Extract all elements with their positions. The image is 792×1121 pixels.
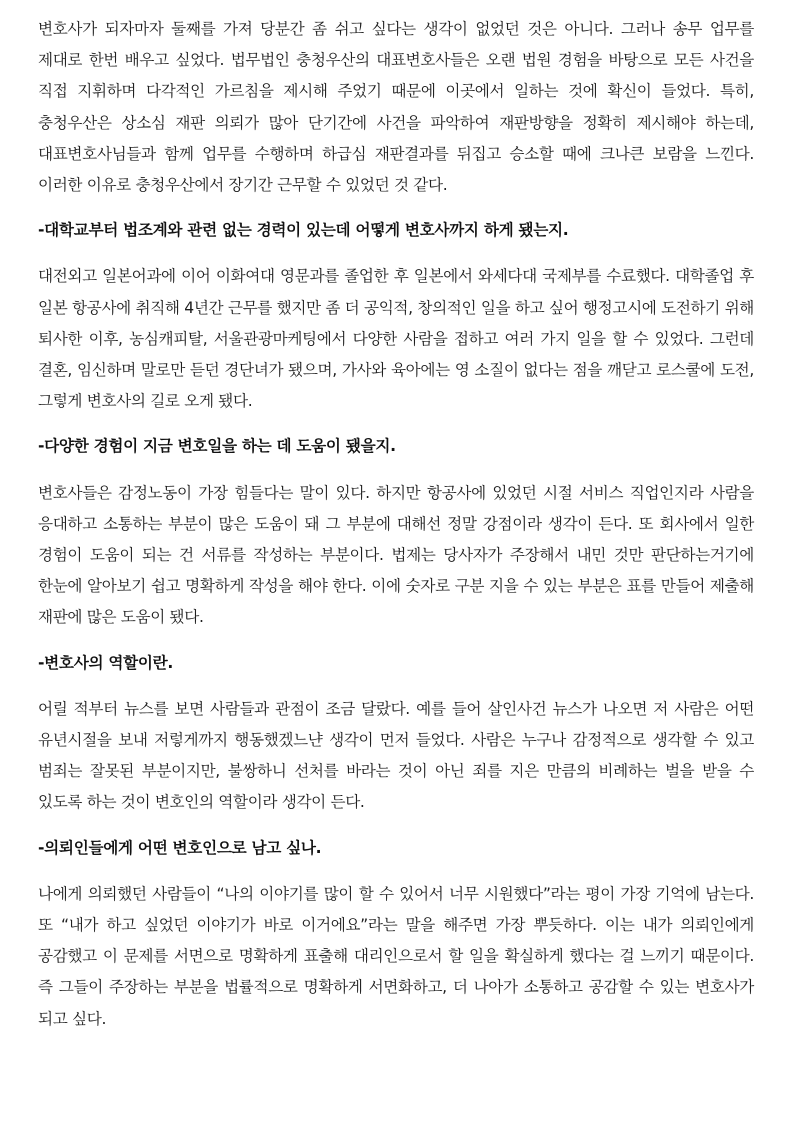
article-body	[38, 14, 754, 1035]
answer-paragraph-clients: 나에게 의뢰했던 사람들이 “나의 이야기를 많이 할 수 있어서 너무 시원했다”라는 평이 가장 기억에 남는다. 또 “내가 하고 싶었던 이야기가 바로 이거에요”라는 말을 해주면 가장 뿌듯하다. 이는 내가 의뢰인에게 공감했고 이 문제를 서면으로 명확하게 표출해 대리인으로서 할 일을 확실하게 했다는 걸 느끼기 때문이다. 즉 그들이 주장하는 부분을 법률적으로 명확하게 서면화하고, 더 나아가 소통하고 공감할 수 있는 변호사가 되고 싶다.	[38, 884, 754, 1028]
intro-paragraph: 변호사가 되자마자 둘째를 가져 당분간 좀 쉬고 싶다는 생각이 없었던 것은 아니다. 그러나 송무 업무를 제대로 한번 배우고 싶었다. 법무법인 충청우산의 대표변호사들은 오랜 법원 경험을 바탕으로 모든 사건을 직접 지휘하며 다각적인 가르침을 제시해 주었기 때문에 이곳에서 일하는 것에 확신이 들었다. 특히, 충청우산은 상소심 재판 의뢰가 많아 단기간에 사건을 파악하여 재판방향을 정확히 제시해야 하는데, 대표변호사님들과 함께 업무를 수행하며 하급심 재판결과를 뒤집고 승소할 때에 크나큰 보람을 느낀다. 이러한 이유로 충청우산에서 장기간 근무할 수 있었던 것 같다.	[38, 20, 754, 195]
answer-paragraph-experience: 변호사들은 감정노동이 가장 힘들다는 말이 있다. 하지만 항공사에 있었던 시절 서비스 직업인지라 사람을 응대하고 소통하는 부분이 많은 도움이 돼 그 부분에 대해선 정말 강점이라 생각이 든다. 또 회사에서 일한 경험이 도움이 되는 건 서류를 작성하는 부분이다. 법제는 당사자가 주장해서 내민 것만 판단하는거기에 한눈에 알아보기 쉽고 명확하게 작성을 해야 한다. 이에 숫자로 구분 지을 수 있는 부분은 표를 만들어 제출해 재판에 많은 도움이 됐다.	[38, 483, 754, 627]
answer-paragraph-role: 어릴 적부터 뉴스를 보면 사람들과 관점이 조금 달랐다. 예를 들어 살인사건 뉴스가 나오면 저 사람은 어떤 유년시절을 보내 저렇게까지 행동했겠느냔 생각이 먼저 들었다. 사람은 누구나 감정적으로 생각할 수 있고 범죄는 잘못된 부분이지만, 불쌍하니 선처를 바라는 것이 아닌 죄를 지은 만큼의 비례하는 벌을 받을 수 있도록 하는 것이 변호인의 역할이라 생각이 든다.	[38, 699, 754, 812]
answer-paragraph-career: 대전외고 일본어과에 이어 이화여대 영문과를 졸업한 후 일본에서 와세다대 국제부를 수료했다. 대학졸업 후 일본 항공사에 취직해 4년간 근무를 했지만 좀 더 공익적, 창의적인 일을 하고 싶어 행정고시에 도전하기 위해 퇴사한 이후, 농심캐피탈, 서울관광마케팅에서 다양한 사람을 접하고 여러 가지 일을 할 수 있었다. 그런데 결혼, 임신하며 말로만 듣던 경단녀가 됐으며, 가사와 육아에는 영 소질이 없다는 점을 깨닫고 로스쿨에 도전, 그렇게 변호사의 길로 오게 됐다.	[38, 267, 754, 411]
question-heading-career: -대학교부터 법조계와 관련 없는 경력이 있는데 어떻게 변호사까지 하게 됐는지.	[38, 221, 569, 240]
question-heading-role: -변호사의 역할이란.	[38, 653, 174, 672]
question-heading-clients: -의뢰인들에게 어떤 변호인으로 남고 싶나.	[38, 838, 322, 857]
question-heading-experience: -다양한 경험이 지금 변호일을 하는 데 도움이 됐을지.	[38, 437, 396, 456]
